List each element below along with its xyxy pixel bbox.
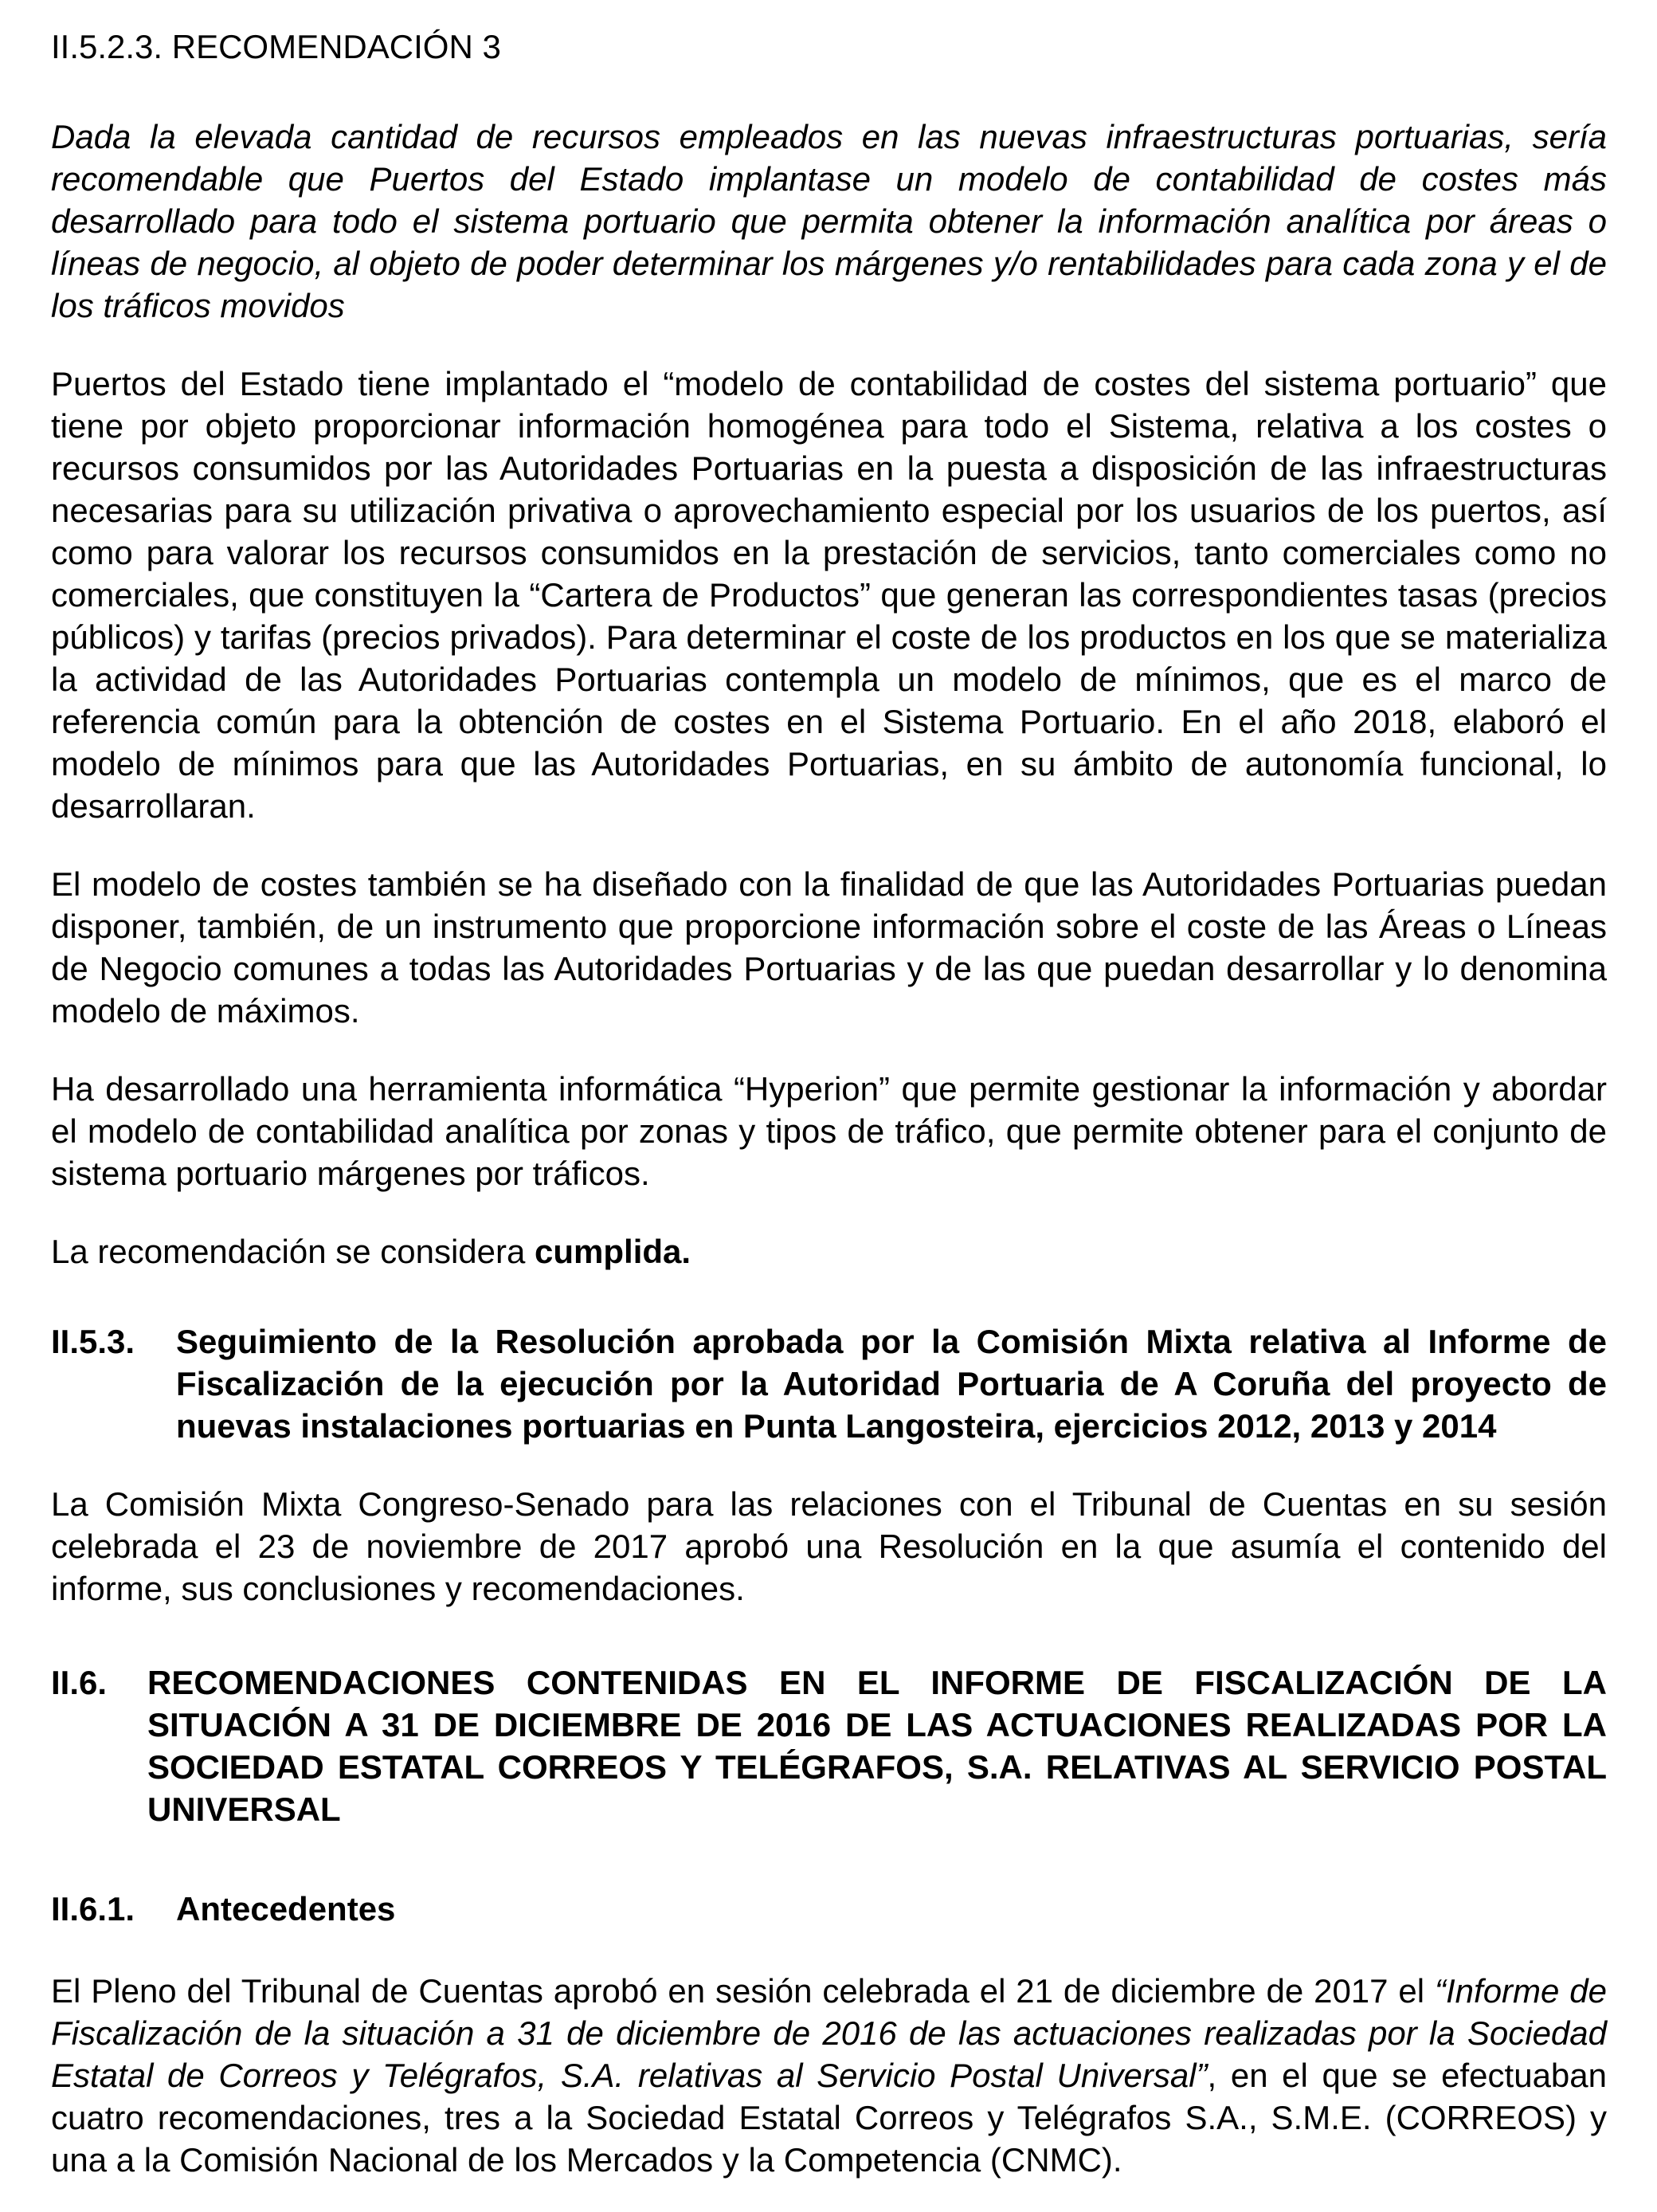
heading-ii6-text: RECOMENDACIONES CONTENIDAS EN EL INFORME DE FISCALIZACIÓN DE LA SITUACIÓN A 31 DE DICIEMBRE DE 2016 DE LAS ACTUACIONES REALIZADAS POR LA SOCIEDAD ESTATAL CORREOS Y TELÉGRAFOS, S.A. RELATIVAS AL SERVICIO POSTAL UNIVERSAL [147,1664,1607,1828]
paragraph-pleno [51,1970,1607,2181]
paragraph-comision-mixta: La Comisión Mixta Congreso-Senado para las relaciones con el Tribunal de Cuentas en su sesión celebrada el 23 de noviembre de 2017 aprobó una Resolución en la que asumía el contenido del informe, sus conclusiones y recomendaciones. [51,1485,1607,1607]
conclusion-prefix-text: La recomendación se considera [51,1233,535,1270]
heading-recommendation-3: II.5.2.3. RECOMENDACIÓN 3 [51,28,501,65]
heading-seguimiento [51,1320,1607,1447]
heading-seguimiento-number: II.5.3. [51,1323,135,1360]
paragraph-cost-model: Puertos del Estado tiene implantado el “modelo de contabilidad de costes del sistema portuario” que tiene por objeto proporcionar información homogénea para todo el Sistema, relativa a los costes o recursos consumidos por las Autoridades Portuarias en la puesta a disposición de las infraestructuras necesarias para su utilización privativa o aprovechamiento especial por los usuarios de los puertos, así como para valorar los recursos consumidos en la prestación de servicios, tanto comerciales como no comerciales, que constituyen la “Cartera de Productos” que generan las correspondientes tasas (precios públicos) y tarifas (precios privados). Para determinar el coste de los productos en los que se materializa la actividad de las Autoridades Portuarias contempla un modelo de mínimos, que es el marco de referencia común para la obtención de costes en el Sistema Portuario. En el año 2018, elaboró el modelo de mínimos para que las Autoridades Portuarias, en su ámbito de autonomía funcional, lo desarrollaran. [51,365,1607,825]
heading-antecedentes [51,1888,1607,1930]
paragraph-recommendation-italic: Dada la elevada cantidad de recursos empleados en las nuevas infraestructuras portuarias, sería recomendable que Puertos del Estado implantase un modelo de contabilidad de costes más desarrollado para todo el sistema portuario que permita obtener la información analítica por áreas o líneas de negocio, al objeto de poder determinar los márgenes y/o rentabilidades para cada zona y el de los tráficos movidos [51,118,1607,324]
paragraph-conclusion [51,1230,1607,1273]
heading-ii6-number: II.6. [51,1664,108,1701]
pleno-report-title-italic: “Informe de Fiscalización de la situación a 31 de diciembre de 2016 de las actuaciones realizadas por la Sociedad Estatal de Correos y Telégrafos, S.A. relativas al Servicio Postal Universal” [51,1972,1607,2094]
heading-antecedentes-number: II.6.1. [51,1890,135,1928]
heading-antecedentes-text: Antecedentes [176,1890,396,1928]
pleno-prefix-text: El Pleno del Tribunal de Cuentas aprobó en sesión celebrada el 21 de diciembre de 2017 el [51,1972,1436,2010]
paragraph-hyperion: Ha desarrollado una herramienta informática “Hyperion” que permite gestionar la información y abordar el modelo de contabilidad analítica por zonas y tipos de tráfico, que permite obtener para el conjunto de sistema portuario márgenes por tráficos. [51,1070,1607,1192]
conclusion-status-bold: cumplida. [535,1233,691,1270]
paragraph-max-model: El modelo de costes también se ha diseñado con la finalidad de que las Autoridades Portuarias puedan disponer, también, de un instrumento que proporcione información sobre el coste de las Áreas o Líneas de Negocio comunes a todas las Autoridades Portuarias y de las que puedan desarrollar y lo denomina modelo de máximos. [51,865,1607,1030]
pleno-suffix-text: , en el que se efectuaban cuatro recomendaciones, tres a la Sociedad Estatal Correos y Telégrafos S.A., S.M.E. (CORREOS) y una a la Comisión Nacional de los Mercados y la Competencia (CNMC). [51,2057,1608,2179]
heading-seguimiento-text: Seguimiento de la Resolución aprobada por la Comisión Mixta relativa al Informe de Fiscalización de la ejecución por la Autoridad Portuaria de A Coruña del proyecto de nuevas instalaciones portuarias en Punta Langosteira, ejercicios 2012, 2013 y 2014 [176,1323,1607,1445]
heading-recomendaciones-ii6 [51,1661,1607,1830]
